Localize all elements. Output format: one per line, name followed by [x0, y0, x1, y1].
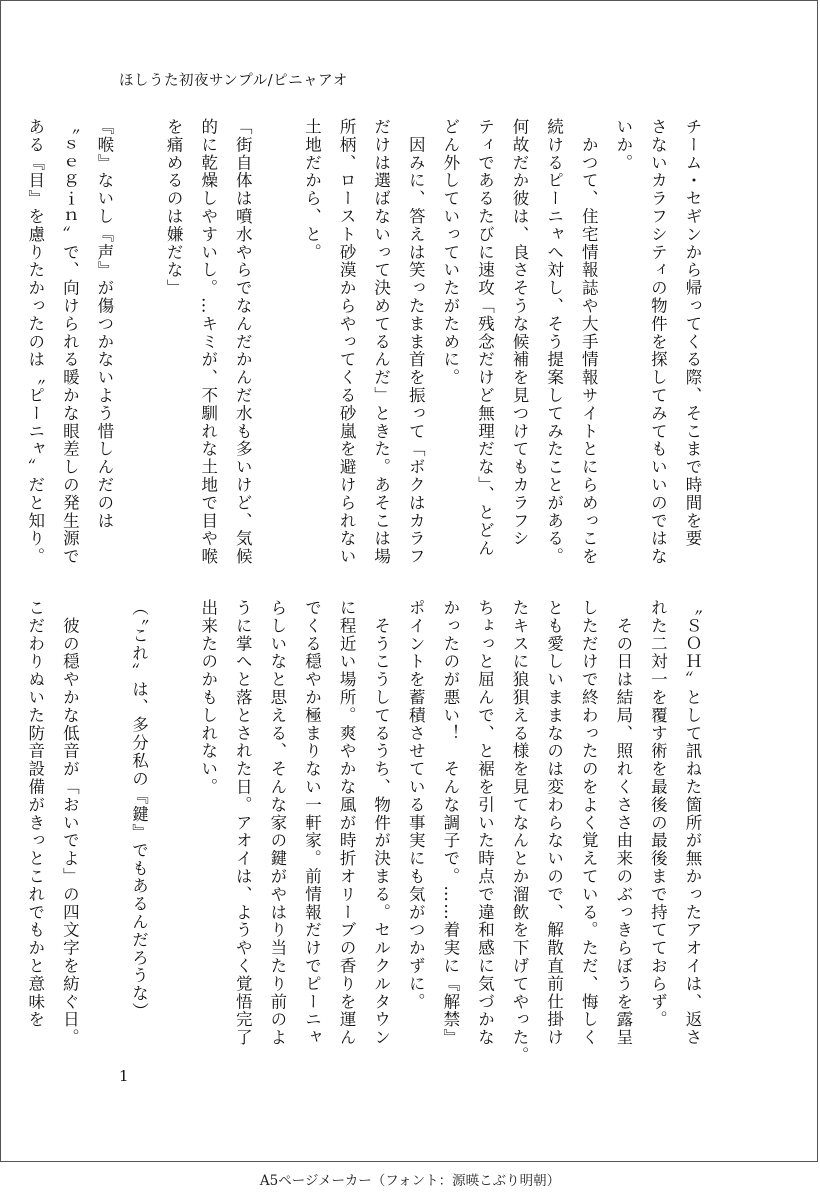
text-line: （〝これ〟は、多分私の『鍵』でもあるんだろうな）	[129, 599, 149, 1021]
text-block-lower	[17, 599, 709, 1065]
text-line	[156, 599, 191, 1054]
text-line: 〝ｓｅｇｉｎ〟で、向けられる暖かな眼差しの発生源で	[60, 118, 80, 566]
footer-caption: A5ページメーカー（フォント：源暎こぶり明朝）	[259, 1173, 561, 1189]
text-line: に程近い場所。爽やかな風が時折オリーブの香りを運ん	[337, 599, 357, 1047]
running-header: ほしうた初夜サンプル/ピニャアオ	[119, 73, 348, 89]
text-line: でくる穏やか極まりない一軒家。前情報だけでピーニャ	[302, 599, 322, 1047]
text-line: とも愛しいままなのは変わらないので、解散直前仕掛け	[544, 599, 564, 1047]
text-line: 因みに、答えは笑ったまま首を振って「ボクはカラフ	[406, 118, 426, 566]
text-line: かったのが悪い！ そんな調子で。……着実に『解禁』	[440, 599, 460, 1047]
text-line: かつて、住宅情報誌や大手情報サイトとにらめっこを	[579, 118, 599, 566]
text-line: ちょっと屈んで、と裾を引いた時点で違和感に気づかな	[475, 599, 495, 1047]
text-line: 何故だか彼は、良さそうな候補を見つけてもカラフシ	[510, 118, 530, 548]
text-line: 土地だから、と。	[302, 118, 322, 262]
text-line: うに掌へと落とされた日。アオイは、ようやく覚悟完了	[233, 599, 253, 1047]
text-line: たキスに狼狽える様を見てなんとか溜飲を下げてやった。	[510, 599, 530, 1065]
text-line: 出来たのかもしれない。	[198, 599, 218, 796]
text-line: 『喉』ないし『声』が傷つかないよう惜しんだのは	[94, 118, 114, 530]
text-line: そうこうしてるうち、物件が決まる。セルクルタウン	[371, 599, 391, 1047]
text-line: 所柄、ロースト砂漠からやってくる砂嵐を避けられない	[337, 118, 357, 566]
text-line: しただけで終わったのをよく覚えている。ただ、悔しく	[579, 599, 599, 1047]
text-line: 的に乾燥しやすいし。…キミが、不馴れな土地で目や喉	[198, 118, 218, 566]
text-line: を痛めるのは嫌だな」	[164, 118, 184, 297]
text-line: どん外していっていたがために。	[440, 118, 460, 387]
text-line: ティであるたびに速攻「残念だけど無理だな」、とどん	[475, 118, 495, 558]
text-line: 彼の穏やかな低音が「おいでよ」の四文字を紡ぐ日。	[60, 599, 80, 1047]
text-line	[86, 599, 121, 1054]
text-line: ある『目』を慮りたかったのは〝ピーニャ〟だと知り。	[25, 118, 45, 566]
text-line: 〝ＳＯＨ〟として訊ねた箇所が無かったアオイは、返さ	[683, 599, 702, 1047]
text-line: 続けるピーニャへ対し、そう提案してみたことがある。	[544, 118, 564, 566]
text-line: こだわりぬいた防音設備がきっとこれでもかと意味を	[25, 599, 45, 1029]
text-line: その日は結局、照れくささ由来のぶっきらぼうを露呈	[613, 599, 633, 1047]
text-line: だけは選ばないって決めてるんだ」ときた。あそこは場	[371, 118, 391, 566]
text-line: 「街自体は噴水やらでなんだかんだ水も多いけど、気候	[233, 118, 253, 566]
page-number: 1	[119, 1067, 129, 1085]
text-line: らしいなと思える、そんな家の鍵がやはり当たり前のよ	[267, 599, 287, 1047]
text-block-upper	[17, 118, 709, 573]
text-line: ポイントを蓄積させている事実にも気がつかずに。	[406, 599, 426, 1011]
text-line: れた二対一を覆す術を最後の最後まで持てておらず。	[648, 599, 668, 1029]
text-line: チーム・セギンから帰ってくる際、そこまで時間を要	[683, 118, 702, 548]
text-line	[121, 118, 156, 573]
text-line: いか。	[613, 118, 633, 172]
text-line	[259, 118, 294, 573]
text-line: さないカラフシティの物件を探してみてもいいのではな	[648, 118, 668, 566]
